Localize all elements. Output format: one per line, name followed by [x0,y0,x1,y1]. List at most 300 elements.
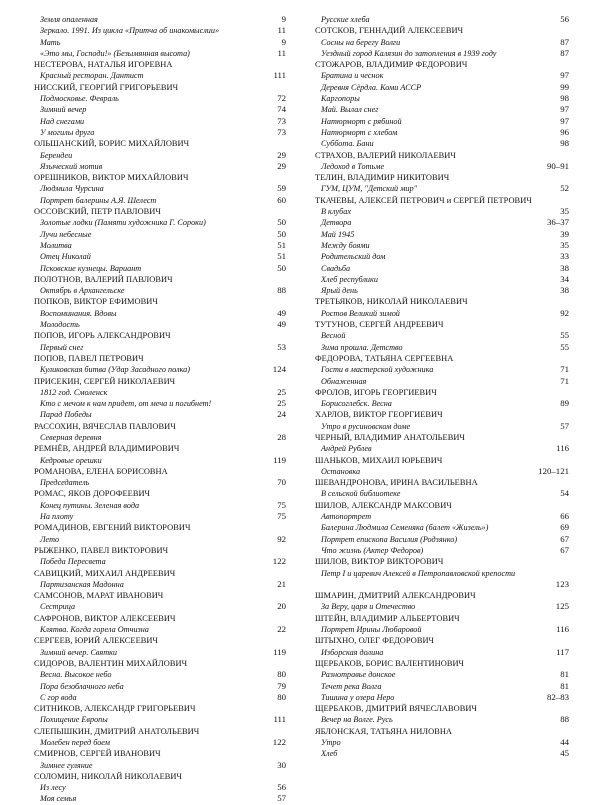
artist-name: ЩЕРБАКОВ, ДМИТРИЙ ВЯЧЕСЛАВОВИЧ [315,704,477,714]
artwork-title: Хлеб [321,749,338,759]
page-number: 119 [273,646,286,657]
artwork-entry [315,376,569,387]
artwork-entry [34,409,286,420]
artwork-title: Людмила Чурсина [40,184,104,194]
page-number: 89 [560,398,569,409]
page-number: 116 [556,443,569,454]
artist-heading [34,635,286,646]
page-number: 82–83 [547,691,569,702]
artwork-entry [34,398,286,409]
artwork-entry [34,534,286,545]
artwork-entry [34,251,286,262]
artist-name: ТУТУНОВ, СЕРГЕЙ АНДРЕЕВИЧ [315,320,444,330]
artwork-entry [315,669,569,680]
artwork-entry [315,714,569,725]
artwork-title: ГУМ, ЦУМ, "Детский мир" [321,184,418,194]
artwork-entry [34,150,286,161]
page-number: 45 [560,748,569,759]
artwork-entry [34,25,286,36]
artwork-title: Андрей Рублев [321,444,372,454]
page-number: 50 [277,262,286,273]
artwork-title: Победа Пересвета [40,557,106,567]
artist-name: ОЛЬШАНСКИЙ, БОРИС МИХАЙЛОВИЧ [34,139,190,149]
page-number: 75 [277,511,286,522]
artwork-title: Весна. Высокое небо [40,670,112,680]
artwork-title: Пора безоблачного неба [40,681,124,691]
artist-heading [34,726,286,737]
artwork-title: Подмосковье. Февраль [40,94,119,104]
artist-heading [315,25,569,36]
artwork-entry [34,760,286,771]
artwork-title: Что жизнь (Актер Федоров) [321,545,424,555]
artwork-entry [34,240,286,251]
artwork-entry [34,782,286,793]
page-number: 123 [555,578,569,589]
page-number: 55 [560,330,569,341]
artwork-title: Ледоход в Тотьме [321,161,385,171]
page-number: 72 [277,93,286,104]
artist-heading [34,771,286,782]
page-number: 29 [277,149,286,160]
page-number: 88 [560,714,569,725]
artwork-title: Северная деревня [40,432,102,442]
artist-heading [315,150,569,161]
artwork-entry [315,330,569,341]
page-number: 120–121 [538,465,569,476]
artist-heading [34,376,286,387]
artwork-title: Гости в мастерской художника [321,365,434,375]
artwork-title: Родительский дом [321,252,386,262]
artwork-entry [315,647,569,658]
artist-heading [34,330,286,341]
artwork-entry [34,217,286,228]
artwork-title: Зимний вечер. Святки [40,647,118,657]
page-number: 67 [560,544,569,555]
page-number: 70 [277,477,286,488]
page-number: 22 [277,624,286,635]
page-number: 99 [560,81,569,92]
artwork-title: Между боями [321,240,370,250]
artist-heading [315,59,569,70]
artist-name: ПОПКОВ, ВИКТОР ЕФИМОВИЧ [34,297,158,307]
artist-name: СЕРГЕЕВ, ЮРИЙ АЛЕКСЕЕВИЧ [34,636,158,646]
artwork-title: Зимний вечер [40,105,87,115]
artist-heading [315,500,569,511]
artist-heading [34,545,286,556]
artwork-title: В клубах [321,207,351,217]
artwork-entry [34,669,286,680]
artist-heading [34,138,286,149]
artist-name: ШИЛОВ, АЛЕКСАНДР МАКСОВИЧ [315,500,452,510]
artwork-entry [315,466,569,477]
page-number: 97 [560,104,569,115]
artwork-title: Сестрица [40,602,76,612]
artwork-title: Октябрь в Архангельске [40,286,125,296]
page-number: 87 [560,47,569,58]
artist-name: РОМАНОВА, ЕЛЕНА БОРИСОВНА [34,466,168,476]
page-number: 38 [560,262,569,273]
artist-name: СИТНИКОВ, АЛЕКСАНДР ГРИГОРЬЕВИЧ [34,704,196,714]
artist-name: ФЕДОРОВА, ТАТЬЯНА СЕРГЕЕВНА [315,353,454,363]
artwork-entry [315,748,569,759]
artwork-entry [315,342,569,353]
artwork-title: Течет река Волга [321,681,382,691]
artwork-title: Братина и чеснок [321,71,384,81]
artist-heading [34,590,286,601]
artist-name: ОРЕШНИКОВ, ВИКТОР МИХАЙЛОВИЧ [34,173,189,183]
artist-name: ШАНЬКОВ, МИХАИЛ ЮРЬЕВИЧ [315,455,443,465]
artwork-entry [315,511,569,522]
artwork-title: Из лесу [40,783,66,793]
artist-heading [34,658,286,669]
artwork-title: Моя семья [40,794,77,804]
artwork-title: У могилы друга [40,127,95,137]
artwork-entry [34,195,286,206]
page-number: 50 [277,228,286,239]
page-number: 80 [277,691,286,702]
artist-heading [315,296,569,307]
page-number: 50 [277,217,286,228]
page-number: 55 [560,341,569,352]
artwork-title: Разнотравье донское [321,670,396,680]
artwork-title: Лето [40,534,60,544]
artwork-entry [34,737,286,748]
artwork-title: Первый снег [40,342,84,352]
artwork-title: Петр I и царевич Алексей в Петропавловской крепости [321,568,516,578]
artwork-title: Май 1945 [321,229,355,239]
page-number: 54 [560,488,569,499]
artist-heading [315,556,569,567]
artwork-title: В сельской библиотеке [321,489,401,499]
page-number: 117 [556,646,569,657]
artwork-title: Куликовская битва (Удар Засадного полка) [40,365,190,375]
index-column-left [34,14,286,805]
artwork-title: Деревня Сёрдла. Коми АССР [321,82,422,92]
page-number: 67 [560,533,569,544]
artist-heading [34,172,286,183]
artwork-title: Кедровые орешки [40,455,102,465]
artwork-entry [315,534,569,545]
artwork-title: Остановка [321,466,361,476]
artist-name: СИДОРОВ, ВАЛЕНТИН МИХАЙЛОВИЧ [34,658,188,668]
page-number: 92 [277,533,286,544]
artwork-entry [34,161,286,172]
artwork-entry [34,342,286,353]
page-number: 71 [560,375,569,386]
artwork-entry [315,398,569,409]
artwork-title: Партизанская Мадонна [40,579,124,589]
artwork-entry [34,432,286,443]
artwork-entry [34,714,286,725]
artist-name: РАССОХИН, ВЯЧЕСЛАВ ПАВЛОВИЧ [34,421,176,431]
artist-name: ШТЫХНО, ОЛЕГ ФЕДОРОВИЧ [315,636,435,646]
artwork-title: Языческий мотив [40,161,103,171]
page-number: 29 [277,160,286,171]
artwork-title: Клятва. Когда горела Отчизна [40,625,149,635]
artwork-entry [315,308,569,319]
artist-heading [315,726,569,737]
artwork-entry [34,37,286,48]
artwork-title: 1812 год. Смоленск [40,387,108,397]
artwork-entry [34,455,286,466]
artist-heading [34,296,286,307]
artwork-entry [315,443,569,454]
page-number: 49 [277,319,286,330]
artist-heading [315,703,569,714]
artwork-entry [315,127,569,138]
artwork-title: Автопортрет [321,512,372,522]
artwork-entry [315,568,569,591]
page-number: 75 [277,499,286,510]
page-number: 51 [277,239,286,250]
page-number: 44 [560,737,569,747]
index-column-right [315,14,569,760]
artwork-entry [315,183,569,194]
page-number: 122 [272,737,286,747]
artist-name: САФРОНОВ, ВИКТОР АЛЕКСЕЕВИЧ [34,613,176,623]
artwork-entry [34,793,286,804]
artist-heading [34,353,286,364]
artwork-entry [315,14,569,25]
artist-name: ШИЛОВ, ВИКТОР ВИКТОРОВИЧ [315,557,444,567]
artist-heading [315,613,569,624]
artist-heading [34,421,286,432]
artwork-title: Молебен перед боем [40,738,110,747]
page-number: 87 [560,36,569,47]
artist-name: СМИРНОВ, СЕРГЕЙ ИВАНОВИЧ [34,749,161,759]
artwork-title: «Это мы, Господи!» (Безымянная высота) [40,48,190,58]
page-number: 56 [277,782,286,793]
artwork-entry [34,229,286,240]
artist-heading [34,522,286,533]
page-number: 79 [277,680,286,691]
artwork-title: Кто с мечом к нам придет, от меча и погибнет! [40,399,212,409]
artwork-entry [315,692,569,703]
page-number: 53 [277,341,286,352]
artist-name: ФРОЛОВ, ИГОРЬ ГЕОРГИЕВИЧ [315,387,437,397]
artist-name: СТРАХОВ, ВАЛЕРИЙ НИКОЛАЕВИЧ [315,150,456,160]
artwork-title: Обнаженная [321,376,367,386]
artist-heading [34,488,286,499]
artwork-title: Молитва [40,240,72,250]
page-number: 119 [273,454,286,465]
artist-name: РЫЖЕНКО, ПАВЕЛ ВИКТОРОВИЧ [34,545,169,555]
artwork-entry [315,138,569,149]
page-number: 111 [273,70,286,81]
page-number: 81 [560,669,569,680]
artist-heading [315,658,569,669]
page-number: 34 [560,273,569,284]
artwork-entry [315,488,569,499]
artwork-entry [34,104,286,115]
artist-heading [315,432,569,443]
page-number: 11 [277,25,286,36]
artwork-entry [34,511,286,522]
artwork-entry [315,251,569,262]
page-number: 97 [560,70,569,81]
page-number: 116 [556,624,569,635]
page-number: 80 [277,669,286,680]
artist-heading [315,195,569,206]
page-number: 97 [560,115,569,126]
artwork-title: Над снегами [40,116,85,126]
artist-name: ХАРЛОВ, ВИКТОР ГЕОРГИЕВИЧ [315,410,443,420]
page-number: 24 [277,409,286,420]
page-number: 122 [272,556,286,567]
artwork-entry [315,82,569,93]
page-number: 111 [273,714,286,725]
artwork-entry [315,240,569,251]
artwork-entry [315,421,569,432]
artwork-entry [34,500,286,511]
page-number: 74 [277,104,286,115]
artwork-title: Русские хлеба [321,15,370,24]
artist-name: ПРИСЕКИН, СЕРГЕЙ НИКОЛАЕВИЧ [34,376,176,386]
page-number: 51 [277,251,286,262]
page-number: 20 [277,601,286,612]
artwork-title: Зимнее гуляние [40,760,93,770]
artist-heading [315,590,569,601]
artwork-title: Детвора [321,218,352,228]
artwork-entry [315,206,569,217]
artist-name: РЕМНЁВ, АНДРЕЙ ВЛАДИМИРОВИЧ [34,444,180,454]
artwork-title: Хлеб республики [321,274,378,284]
artwork-title: Золотые лодки (Памяти художника Г. Сороки) [40,218,206,228]
artwork-entry [34,127,286,138]
artist-name: ЩЕРБАКОВ, БОРИС ВАЛЕНТИНОВИЧ [315,658,465,668]
artist-name: СТОЖАРОВ, ВЛАДИМИР ФЕДОРОВИЧ [315,60,468,70]
page-number: 39 [560,228,569,239]
artwork-title: Мать [40,37,61,47]
artwork-entry [34,601,286,612]
page-number: 92 [560,307,569,318]
artwork-title: Ростов Великий зимой [321,308,400,318]
artist-name: РОМАС, ЯКОВ ДОРОФЕЕВИЧ [34,489,151,499]
page-number: 88 [277,285,286,296]
artwork-entry [315,263,569,274]
artist-name: ТЕЛИН, ВЛАДИМИР НИКИТОВИЧ [315,173,450,183]
artwork-entry [315,116,569,127]
artwork-title: Вечер на Волге. Русь [321,715,393,725]
artist-name: ЧЕРНЫЙ, ВЛАДИМИР АНАТОЛЬЕВИЧ [315,432,465,442]
page-number: 9 [281,36,286,47]
artist-heading [34,748,286,759]
artwork-title: Земля опаленная [40,15,98,24]
artwork-title: Сосны на берегу Волги [321,37,401,47]
artist-heading [34,466,286,477]
artwork-title: Весной [321,331,346,341]
artwork-entry [315,364,569,375]
page-number: 57 [277,793,286,804]
artwork-entry [315,601,569,612]
artwork-entry [315,522,569,533]
artwork-entry [34,14,286,25]
page-number: 25 [277,398,286,409]
artist-name: ПОЛОТНОВ, ВАЛЕРИЙ ПАВЛОВИЧ [34,274,173,284]
artwork-title: Балерина Людмила Семеняка (балет «Жизель») [321,523,489,533]
artwork-title: Суббота. Бани [321,139,374,149]
artwork-entry [34,263,286,274]
page-number: 11 [277,47,286,58]
artwork-title: Утро в русиновском доме [321,421,411,431]
artwork-title: Парад Победы [40,410,92,420]
artwork-title: Молодость [40,320,80,330]
artwork-entry [315,274,569,285]
artwork-title: Натюрморт с хлебом [321,127,398,137]
artist-heading [315,319,569,330]
artwork-title: Лучи небесные [40,229,92,239]
artwork-title: Похищение Европы [40,715,108,725]
artwork-title: Красный ресторан. Дантист [40,71,144,81]
artist-heading [34,206,286,217]
artwork-title: С гор вода [40,692,77,702]
artist-name: ОССОВСКИЙ, ПЕТР ПАВЛОВИЧ [34,207,161,217]
artwork-entry [34,556,286,567]
artist-heading [34,703,286,714]
artwork-title: Ярый день [321,286,358,296]
artwork-title: Зима прошла. Детство [321,342,403,352]
artwork-entry [34,183,286,194]
artist-name: ШЕВАНДРОНОВА, ИРИНА ВАСИЛЬЕВНА [315,478,478,488]
page-number: 69 [560,522,569,533]
page-number: 35 [560,206,569,217]
artist-name: ПОПОВ, ПАВЕЛ ПЕТРОВИЧ [34,353,144,363]
artwork-entry [34,681,286,692]
artwork-entry [315,37,569,48]
artwork-entry [315,229,569,240]
artwork-title: Натюрморт с рябиной [321,116,402,126]
artwork-entry [315,104,569,115]
artist-name: СОЛОМИН, НИКОЛАЙ НИКОЛАЕВИЧ [34,771,183,781]
artist-heading [34,274,286,285]
page-number: 59 [277,183,286,194]
page-number: 35 [560,239,569,250]
artwork-entry [34,308,286,319]
artwork-entry [34,319,286,330]
page-number: 98 [560,93,569,104]
page-number: 66 [560,511,569,522]
artwork-title: Утро [321,738,341,747]
page-number: 28 [277,431,286,442]
page-number: 96 [560,126,569,137]
artist-heading [315,172,569,183]
artist-heading [34,613,286,624]
page-number: 36–37 [547,217,569,228]
artwork-title: Май. Вылал снег [321,105,379,115]
page-number: 73 [277,126,286,137]
artist-name: ШТЕЙН, ВЛАДИМИР АЛЬБЕРТОВИЧ [315,613,460,623]
artwork-entry [315,545,569,556]
artwork-title: Псковские кузнецы. Вариант [40,263,142,273]
artist-heading [315,387,569,398]
artist-name: НЕСТЕРОВА, НАТАЛЬЯ ИГОРЕВНА [34,60,173,70]
artwork-entry [315,285,569,296]
artwork-title: Изборская долина [321,647,384,657]
artist-heading [315,477,569,488]
artwork-title: Председатель [40,478,90,488]
artist-name: РОМАДИНОВ, ЕВГЕНИЙ ВИКТОРОВИЧ [34,523,191,533]
artwork-title: Уездный город Калязин до затопления в 1939 году [321,48,497,58]
artwork-title: Борисоглебск. Весна [321,399,392,409]
artwork-title: Портрет епископа Василия (Родзянко) [321,534,458,544]
artist-name: СОТСКОВ, ГЕННАДИЙ АЛЕКСЕЕВИЧ [315,26,464,36]
artwork-entry [34,364,286,375]
artist-heading [34,443,286,454]
artwork-title: Портрет балерины А.Я. Шелест [40,195,157,205]
artwork-entry [34,692,286,703]
artist-name: ШМАРИН, ДМИТРИЙ АЛЕКСАНДРОВИЧ [315,591,476,601]
artist-name: НИССКИЙ, ГЕОРГИЙ ГРИГОРЬЕВИЧ [34,82,179,92]
